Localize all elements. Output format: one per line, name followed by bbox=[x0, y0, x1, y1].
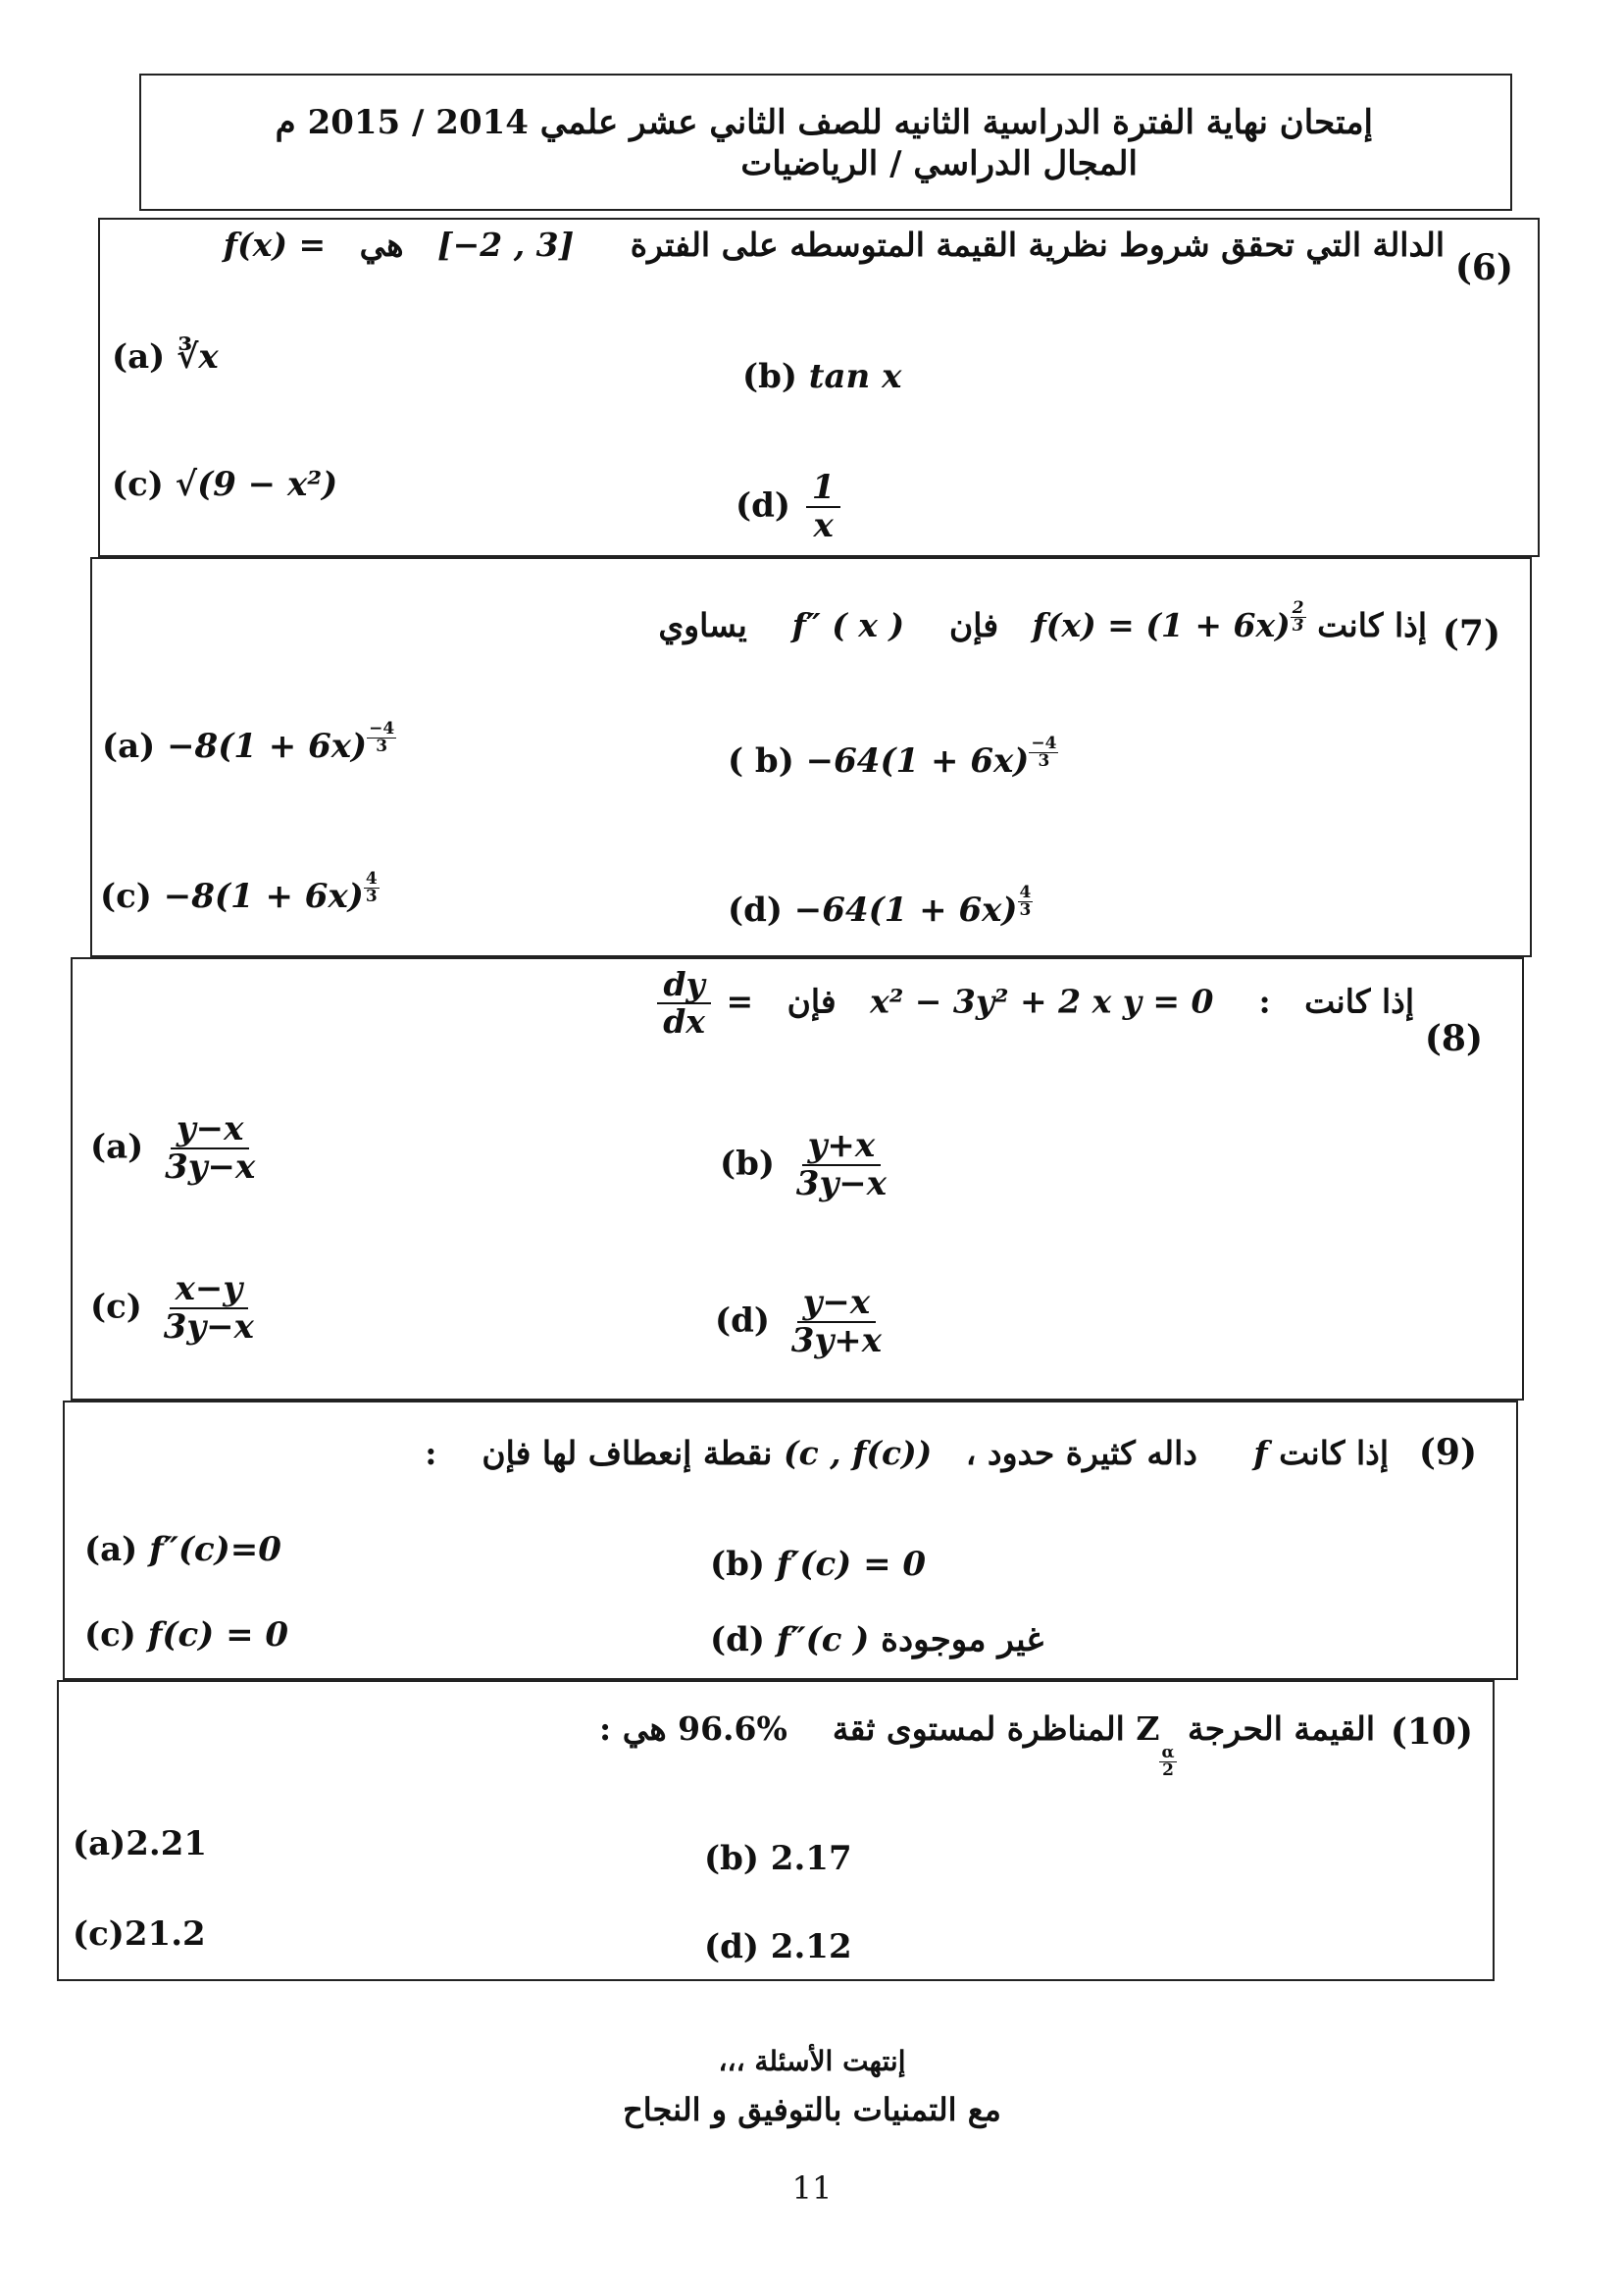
question-8 bbox=[71, 957, 1524, 1401]
end-of-questions: إنتهت الأسئلة ،،، bbox=[718, 2045, 906, 2077]
question-stem: إذا كانت : x² − 3y² + 2 x y = 0 فإن = $\frac{dy}{dx}$ bbox=[237, 967, 1414, 1041]
option-c[interactable]: (c) √(9 − x²) bbox=[112, 465, 338, 504]
exam-header bbox=[139, 74, 1512, 211]
option-d[interactable]: (d) 2.12 bbox=[704, 1927, 852, 1966]
question-stem: إذا كانت f داله كثيرة حدود ، (c , f(c)) نقطة إنعطاف لها فإن : bbox=[425, 1434, 1389, 1472]
option-d[interactable]: (d) $\frac{1}{x}$ bbox=[736, 470, 844, 545]
question-number: (6) bbox=[1454, 247, 1513, 288]
question-9 bbox=[63, 1401, 1518, 1680]
question-stem bbox=[170, 226, 1445, 264]
option-b[interactable]: (b) f′(c) = 0 bbox=[710, 1545, 927, 1584]
exam-subject: المجال الدراسي / الرياضيات bbox=[740, 144, 1138, 183]
question-6 bbox=[98, 218, 1540, 557]
stem-fx: f(x) = bbox=[223, 226, 327, 264]
option-b[interactable]: (b) 2.17 bbox=[704, 1839, 852, 1878]
stem-text: الدالة التي تحقق شروط نظرية القيمة المتوسطه على الفترة bbox=[630, 226, 1445, 264]
option-c[interactable]: (c) −8(1 + 6x) $\frac{4}{3}$ bbox=[100, 869, 378, 916]
stem-is: هي bbox=[359, 226, 404, 264]
option-b[interactable]: ( b) −64(1 + 6x) $\frac{-4}{3}$ bbox=[728, 734, 1057, 781]
option-d[interactable]: (d) f″(c ) غير موجودة bbox=[710, 1620, 1044, 1659]
option-a[interactable]: (a) ∛x bbox=[112, 337, 219, 377]
option-d[interactable]: (d) $\frac{y-x}{3y+x}$ bbox=[715, 1283, 882, 1361]
option-c[interactable]: (c) f(c) = 0 bbox=[84, 1615, 289, 1655]
exam-title: إمتحان نهاية الفترة الدراسية الثانيه للصف الثاني عشر علمي 2014 / 2015 م bbox=[275, 103, 1373, 142]
question-number: (8) bbox=[1424, 1018, 1483, 1059]
option-a[interactable]: (a)2.21 bbox=[73, 1824, 208, 1863]
question-stem: إذا كانت f(x) = (1 + 6x) $\frac{2}{3}$ فإن f″ ( x ) يساوي bbox=[658, 598, 1427, 644]
page-number: 11 bbox=[791, 2169, 833, 2207]
good-wishes: مع التمنيات بالتوفيق و النجاح bbox=[623, 2091, 1001, 2128]
question-number: (7) bbox=[1442, 613, 1500, 654]
question-number: (9) bbox=[1418, 1432, 1477, 1473]
question-10 bbox=[57, 1680, 1495, 1981]
question-stem: القيمة الحرجة Z $\frac{\alpha}{2}$ المناظرة لمستوى ثقة 96.6% هي : bbox=[599, 1709, 1375, 1780]
option-a[interactable]: (a) f″(c)=0 bbox=[84, 1530, 281, 1569]
question-number: (10) bbox=[1390, 1711, 1473, 1753]
option-b[interactable]: (b) $\frac{y+x}{3y-x}$ bbox=[720, 1126, 887, 1204]
option-c[interactable]: (c)21.2 bbox=[73, 1914, 206, 1954]
stem-interval: [−2 , 3] bbox=[436, 226, 575, 264]
option-a[interactable]: (a) −8(1 + 6x) $\frac{-4}{3}$ bbox=[102, 719, 395, 766]
option-d[interactable]: (d) −64(1 + 6x) $\frac{4}{3}$ bbox=[728, 883, 1032, 930]
option-a[interactable]: (a) $\frac{y-x}{3y-x}$ bbox=[90, 1109, 256, 1188]
option-b[interactable]: (b) tan x bbox=[742, 357, 902, 396]
option-c[interactable]: (c) $\frac{x-y}{3y-x}$ bbox=[90, 1269, 254, 1348]
question-7 bbox=[90, 557, 1532, 957]
